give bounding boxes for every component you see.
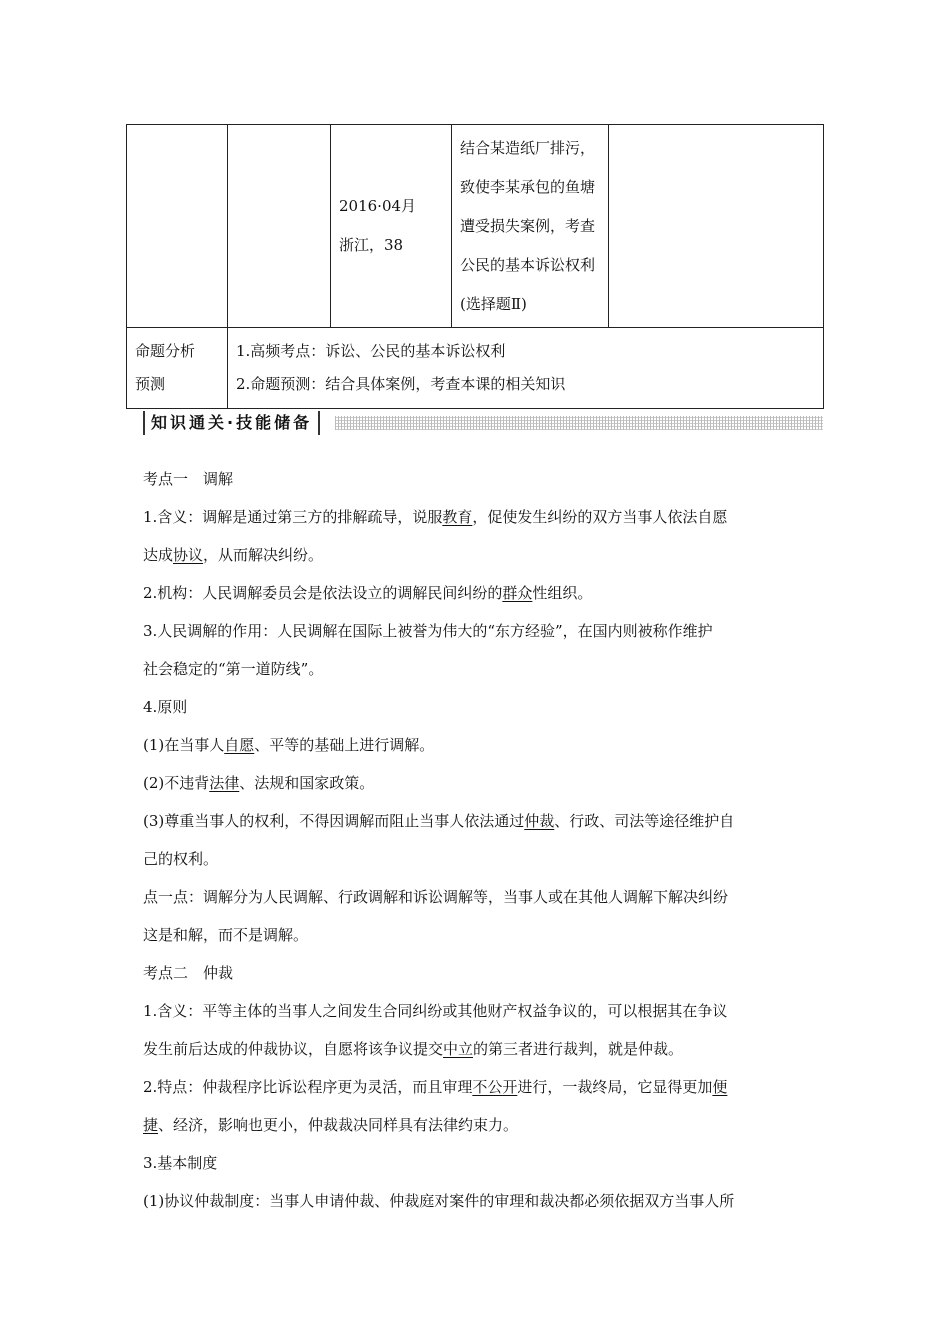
table-cell-empty-2 bbox=[228, 125, 331, 328]
underlined-keyword: 捷 bbox=[143, 1116, 159, 1134]
text-run: 发生前后达成的仲裁协议，自愿将该争议提交 bbox=[143, 1040, 444, 1058]
underlined-keyword: 教育 bbox=[442, 508, 473, 526]
text-run: ，从而解决纠纷。 bbox=[203, 546, 324, 564]
cell-text: 遭受损失案例，考查 bbox=[460, 216, 596, 235]
section-heading: 考点一 调解 bbox=[143, 470, 234, 488]
text-run: 2.机构：人民调解委员会是依法设立的调解民间纠纷的 bbox=[143, 584, 503, 602]
text-run: 的第三者进行裁判，就是仲裁。 bbox=[473, 1040, 684, 1058]
table-row bbox=[127, 328, 824, 409]
cell-text: 1.高频考点：诉讼、公民的基本诉讼权利 bbox=[236, 342, 506, 360]
table-cell-year-region bbox=[331, 125, 452, 328]
cell-text: 预测 bbox=[135, 375, 166, 393]
cell-text: 公民的基本诉讼权利 bbox=[460, 255, 596, 274]
text-run: (3)尊重当事人的权利，不得因调解而阻止当事人依法通过 bbox=[143, 812, 525, 830]
paragraph bbox=[143, 574, 813, 612]
paragraph bbox=[143, 1030, 813, 1068]
paragraph bbox=[143, 726, 813, 764]
table-cell-case-description bbox=[452, 125, 609, 328]
paragraph: 1.含义：平等主体的当事人之间发生合同纠纷或其他财产权益争议的，可以根据其在争议 bbox=[143, 1002, 728, 1020]
text-run: 进行，一裁终局，它显得更加 bbox=[517, 1078, 713, 1096]
text-run: 达成 bbox=[143, 546, 174, 564]
paragraph bbox=[143, 1106, 813, 1144]
paragraph bbox=[143, 764, 813, 802]
paragraph bbox=[143, 1068, 813, 1106]
table-cell-empty-5 bbox=[609, 125, 824, 328]
underlined-keyword: 自愿 bbox=[224, 736, 255, 754]
cell-text: 2016·04月 bbox=[339, 197, 417, 215]
underlined-keyword: 不公开 bbox=[472, 1078, 518, 1096]
banner-hatch-decoration bbox=[335, 416, 823, 430]
underlined-keyword: 协议 bbox=[173, 546, 204, 564]
tip-paragraph: 点一点：调解分为人民调解、行政调解和诉讼调解等，当事人或在其他人调解下解决纠纷 bbox=[143, 888, 729, 906]
text-run: 1.含义：调解是通过第三方的排解疏导，说服 bbox=[143, 508, 443, 526]
text-run: 、法规和国家政策。 bbox=[239, 774, 375, 792]
document-body bbox=[143, 460, 813, 1220]
paragraph: 4.原则 bbox=[143, 698, 188, 716]
underlined-keyword: 仲裁 bbox=[524, 812, 555, 830]
cell-text: 致使李某承包的鱼塘 bbox=[460, 177, 596, 196]
cell-text: 2.命题预测：结合具体案例，考查本课的相关知识 bbox=[236, 375, 566, 393]
cell-text: 命题分析 bbox=[135, 342, 196, 360]
text-run: 性组织。 bbox=[532, 584, 593, 602]
table-cell-analysis-content bbox=[228, 328, 824, 409]
exam-table bbox=[126, 124, 824, 409]
underlined-keyword: 中立 bbox=[443, 1040, 474, 1058]
table-cell-analysis-label bbox=[127, 328, 228, 409]
section-banner bbox=[143, 411, 823, 435]
paragraph: 己的权利。 bbox=[143, 850, 219, 868]
cell-text: 结合某造纸厂排污， bbox=[460, 138, 596, 157]
paragraph: 3.人民调解的作用：人民调解在国际上被誉为伟大的“东方经验”，在国内则被称作维护 bbox=[143, 622, 713, 640]
underlined-keyword: 法律 bbox=[209, 774, 240, 792]
paragraph bbox=[143, 498, 813, 536]
text-run: (2)不违背 bbox=[143, 774, 210, 792]
paragraph bbox=[143, 802, 813, 840]
text-run: 、平等的基础上进行调解。 bbox=[254, 736, 435, 754]
paragraph bbox=[143, 536, 813, 574]
section-banner-label: 知识通关·技能储备 bbox=[143, 411, 320, 435]
text-run: (1)在当事人 bbox=[143, 736, 225, 754]
table-cell-empty-1 bbox=[127, 125, 228, 328]
underlined-keyword: 群众 bbox=[502, 584, 533, 602]
tip-paragraph: 这是和解，而不是调解。 bbox=[143, 926, 309, 944]
text-run: ，促使发生纠纷的双方当事人依法自愿 bbox=[472, 508, 728, 526]
underlined-keyword: 便 bbox=[712, 1078, 728, 1096]
cell-text: (选择题Ⅱ) bbox=[460, 294, 527, 313]
text-run: 、行政、司法等途径维护自 bbox=[554, 812, 735, 830]
paragraph: 社会稳定的“第一道防线”。 bbox=[143, 660, 324, 678]
section-heading: 考点二 仲裁 bbox=[143, 964, 234, 982]
paragraph: (1)协议仲裁制度：当事人申请仲裁、仲裁庭对案件的审理和裁决都必须依据双方当事人所 bbox=[143, 1192, 735, 1210]
text-run: 、经济，影响也更小，仲裁裁决同样具有法律约束力。 bbox=[158, 1116, 519, 1134]
paragraph: 3.基本制度 bbox=[143, 1154, 218, 1172]
cell-text: 浙江，38 bbox=[339, 236, 404, 254]
text-run: 2.特点：仲裁程序比诉讼程序更为灵活，而且审理 bbox=[143, 1078, 473, 1096]
table-row bbox=[127, 125, 824, 328]
